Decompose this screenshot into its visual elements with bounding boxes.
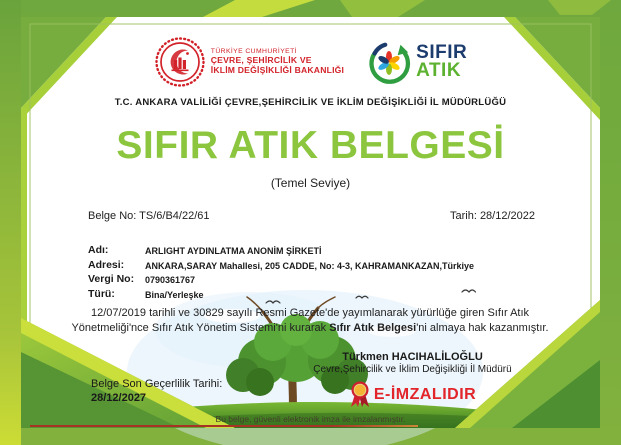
body-text-bold: Sıfır Atık Belgesi [329, 322, 417, 334]
logos-row [0, 36, 621, 88]
certificate-subtitle: (Temel Seviye) [270, 176, 351, 190]
meta-row [88, 210, 535, 222]
issuing-authority-header: T.C. ANKARA VALİLİĞİ ÇEVRE,ŞEHİRCİLİK VE İKLİM DEĞİŞİKLİĞİ İL MÜDÜRLÜĞÜ [114, 97, 507, 108]
medal-ribbon-icon [349, 381, 371, 408]
field-value: 0790361767 [145, 275, 196, 286]
footer-note: Bu belge, güvenli elektronik imza ile imzalanmıştır. [215, 414, 406, 424]
field-label: Vergi No: [88, 273, 135, 286]
field-row-turu [88, 288, 474, 303]
ministry-line3: İKLİM DEĞİŞİKLİĞİ BAKANLIĞI [210, 64, 345, 75]
field-row-adi [88, 244, 474, 259]
esign-row [300, 381, 525, 408]
validity-block [91, 378, 222, 404]
field-label: Türü: [88, 287, 115, 300]
ministry-logo-text [211, 48, 344, 76]
field-label: Adresi: [88, 258, 125, 271]
tarih: Tarih: 28/12/2022 [449, 210, 535, 222]
validity-date: 28/12/2027 [91, 392, 147, 404]
field-row-vergi-no [88, 273, 474, 288]
belge-no: Belge No: TS/6/B4/22/61 [88, 210, 210, 222]
sifir-atik-emblem-icon [366, 39, 412, 85]
field-value: Bina/Yerleşke [145, 289, 204, 300]
field-row-adresi [88, 259, 474, 274]
signature-block [300, 351, 525, 408]
validity-label: Belge Son Geçerlilik Tarihi: [91, 378, 223, 390]
sifir-word: SIFIR [416, 41, 468, 63]
field-label: Adı: [88, 244, 109, 256]
signer-name: Türkmen HACIHALİLOĞLU [342, 351, 483, 363]
certificate-title: SIFIR ATIK BELGESİ [116, 124, 505, 167]
field-value: ARLIGHT AYDINLATMA ANONİM ŞİRKETİ [145, 246, 322, 256]
sifir-atik-logo-text [416, 41, 468, 81]
esign-label: E-İMZALIDIR [373, 385, 477, 403]
body-paragraph [70, 306, 550, 336]
ministry-line1: TÜRKİYE CUMHURİYETİ [210, 48, 297, 56]
field-value: ANKARA,SARAY Mahallesi, 205 CADDE, No: 4-3, KAHRAMANKAZAN,Türkiye [145, 260, 475, 271]
body-text-pre: 12/07/2019 tarihli ve 30829 sayılı Resmi Gazete'de yayımlanarak yürürlüğe giren Sıfır Atık Yönetmeliği'nce Sıfır Atık Yönetim Sistemi'ni kurarak [71, 307, 530, 334]
esign-divider-line [30, 425, 418, 427]
ministry-logo [154, 36, 344, 88]
ministry-emblem-icon [154, 36, 206, 88]
signer-title: Çevre,Şehircilik ve İklim Değişikliği İl Müdürü [313, 364, 512, 375]
recipient-fields [88, 244, 474, 302]
ministry-line2: ÇEVRE, ŞEHİRCİLİK VE [210, 55, 312, 66]
body-text-post: 'ni almaya hak kazanmıştır. [416, 322, 549, 334]
atik-word: ATIK [416, 60, 462, 81]
sifir-atik-logo [366, 39, 467, 85]
